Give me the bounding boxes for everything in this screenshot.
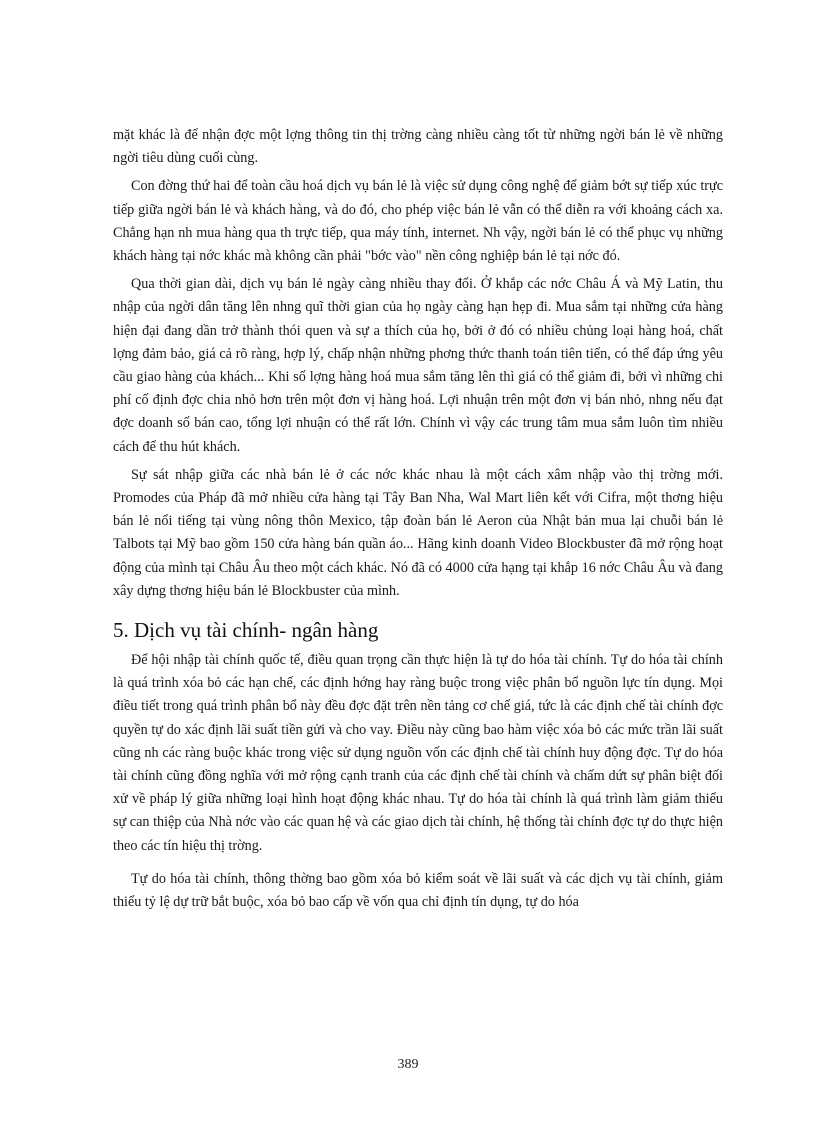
section-heading: 5. Dịch vụ tài chính- ngân hàng <box>113 618 379 643</box>
document-page <box>113 124 723 919</box>
body-paragraph: Qua thời gian dài, dịch vụ bán lẻ ngày càng nhiều thay đổi. Ở khắp các nớc Châu Á và Mỹ Latin, thu nhập của ngời dân tăng lên nhng quĩ thời gian của họ ngày càng hạn hẹp đi. Mua sắm tại những cửa hàng hiện đại đang dần trở thành thói quen và sự a thích của họ, bởi ở đó có nhiều chủng loại hàng hoá, chất lợng đảm bảo, giá cả rõ ràng, hợp lý, chấp nhận những phơng thức thanh toán tiên tiến, có thể đáp ứng yêu cầu giao hàng của khách... Khi số lợng hàng hoá mua sắm tăng lên thì giá có thể giảm đi, bởi vì những chi phí cố định đợc chia nhỏ hơn trên một đơn vị hàng hoá. Lợi nhuận trên một đơn vị bán nhỏ, nhng nếu đạt đợc doanh số bán cao, tổng lợi nhuận có thể rất lớn. Chính vì vậy các trung tâm mua sắm luôn tìm nhiều cách để thu hút khách. <box>113 276 723 455</box>
body-paragraph: Để hội nhập tài chính quốc tế, điều quan trọng cần thực hiện là tự do hóa tài chính. Tự do hóa tài chính là quá trình xóa bỏ các hạn chế, các định hớng hay ràng buộc trong việc phân bổ nguồn lực tín dụng. Mọi điều tiết trong quá trình phân bổ này đều đợc đặt trên nền tảng cơ chế giá, tức là các định chế tài chính đợc quyền tự do xác định lãi suất tiền gửi và cho vay. Điều này cũng bao hàm việc xóa bỏ các mức trần lãi suất cũng nh các ràng buộc khác trong việc sử dụng nguồn vốn các định chế tài chính huy động đợc. Tự do hóa tài chính cũng đồng nghĩa với mở rộng cạnh tranh của các định chế tài chính và chấm dứt sự phân biệt đối xử về pháp lý giữa những loại hình hoạt động khác nhau. Tự do hóa tài chính là quá trình làm giảm thiểu sự can thiệp của Nhà nớc vào các quan hệ và các giao dịch tài chính, hệ thống tài chính đợc tự do thực hiện theo các tín hiệu thị trờng. <box>113 652 723 854</box>
body-paragraph: Sự sát nhập giữa các nhà bán lẻ ở các nớc khác nhau là một cách xâm nhập vào thị trờng mới. Promodes của Pháp đã mở nhiều cửa hàng tại Tây Ban Nha, Wal Mart liên kết với Cifra, một thơng hiệu bán lẻ nổi tiếng tại vùng nông thôn Mexico, tập đoàn bán lẻ Aeron của Nhật bản mua lại chuỗi bán lẻ Talbots tại Mỹ bao gồm 150 cửa hàng bán quần áo... Hãng kinh doanh Video Blockbuster đã mở rộng hoạt động của mình tại Châu Âu theo một cách khác. Nó đã có 4000 cửa hạng tại khắp 16 nớc Châu Âu và đang xây dựng thơng hiệu bán lẻ Blockbuster của mình. <box>113 466 723 599</box>
body-paragraph: mặt khác là để nhận đợc một lợng thông tin thị trờng càng nhiều càng tốt từ những ngời bán lẻ về những ngời tiêu dùng cuối cùng. <box>113 127 723 167</box>
page-number: 389 <box>397 1057 419 1072</box>
body-paragraph: Con đờng thứ hai để toàn cầu hoá dịch vụ bán lẻ là việc sử dụng công nghệ để giảm bớt sự tiếp xúc trực tiếp giữa ngời bán lẻ và khách hàng, và do đó, cho phép việc bán lẻ vẫn có thể diễn ra với khoảng cách xa. Chẳng hạn nh mua hàng qua th trực tiếp, qua máy tính, internet. Nh vậy, ngời bán lẻ có thể phục vụ những khách hàng tại nớc khác mà không cần phải "bớc vào" nền công nghiệp bán lẻ tại nớc đó. <box>113 178 723 265</box>
body-paragraph: Tự do hóa tài chính, thông thờng bao gồm xóa bỏ kiểm soát về lãi suất và các dịch vụ tài chính, giảm thiểu tỷ lệ dự trữ bắt buộc, xóa bỏ bao cấp về vốn qua chỉ định tín dụng, tự do hóa <box>113 870 723 911</box>
